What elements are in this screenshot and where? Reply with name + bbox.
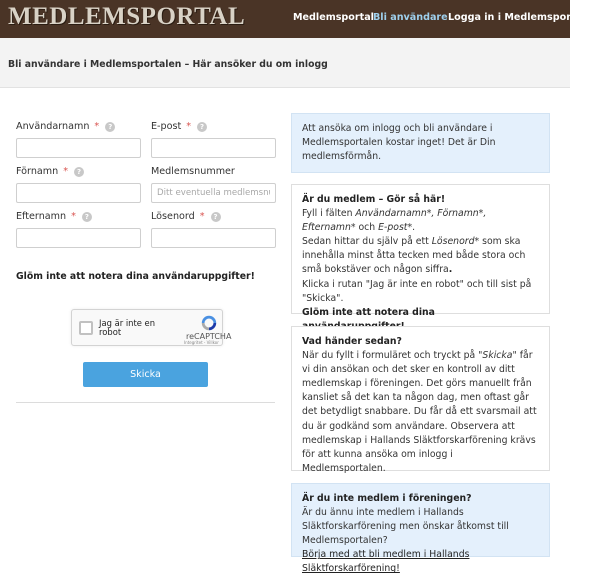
password-label bbox=[151, 211, 221, 222]
become-member-link[interactable]: Börja med att bli medlem i Hallands Släktforskarförening! bbox=[302, 549, 470, 575]
next-steps-title: Vad händer sedan? bbox=[302, 336, 402, 347]
site-logo[interactable]: MEDLEMSPORTAL bbox=[8, 3, 246, 30]
non-member-box bbox=[291, 483, 550, 575]
submit-button[interactable]: Skicka bbox=[83, 362, 208, 387]
required-marker: * bbox=[186, 121, 192, 132]
firstname-input[interactable] bbox=[16, 183, 141, 203]
page-title: Bli användare i Medlemsportalen – Här ansöker du om inlogg bbox=[8, 59, 328, 70]
nav-medlemsportal[interactable]: Medlemsportal bbox=[293, 12, 374, 23]
member-instructions-step-submit: Klicka i rutan "Jag är inte en robot" och till sist på "Skicka". bbox=[302, 278, 532, 304]
member-instructions-step-password: Sedan hittar du själv på ett Lösenord* som ska innehålla minst åtta tecken med både stora och små bokstäver och någon siffra. bbox=[302, 236, 526, 276]
nav-bli-anvandare[interactable]: Bli användare bbox=[373, 12, 448, 23]
memberno-label-text: Medlemsnummer bbox=[151, 166, 235, 177]
password-label-text: Lösenord bbox=[151, 211, 195, 222]
email-label-text: E-post bbox=[151, 121, 182, 132]
member-instructions-step-fields: Fyll i fälten Användarnamn*, Förnamn*, Efternamn* och E-post*. bbox=[302, 208, 487, 234]
memberno-input[interactable] bbox=[151, 183, 276, 203]
username-input[interactable] bbox=[16, 138, 141, 158]
email-input[interactable] bbox=[151, 138, 276, 158]
required-marker: * bbox=[199, 211, 205, 222]
non-member-text: Är du ännu inte medlem i Hallands Släktforskarförening men önskar åtkomst till Medlemsportalen? bbox=[302, 507, 509, 547]
intro-text: Att ansöka om inlogg och bli användare i Medlemsportalen kostar inget! Det är Din medlemsförmån. bbox=[302, 123, 496, 163]
firstname-label bbox=[16, 166, 84, 177]
help-icon[interactable]: ? bbox=[74, 167, 84, 177]
help-icon[interactable]: ? bbox=[82, 212, 92, 222]
recaptcha-brand: reCAPTCHA bbox=[186, 332, 232, 341]
lastname-label-text: Efternamn bbox=[16, 211, 67, 222]
password-input[interactable] bbox=[151, 228, 276, 248]
username-label-text: Användarnamn bbox=[16, 121, 90, 132]
recaptcha-logo-icon bbox=[200, 314, 218, 332]
lastname-input[interactable] bbox=[16, 228, 141, 248]
page-header bbox=[0, 38, 570, 88]
lastname-label bbox=[16, 211, 92, 222]
intro-box bbox=[291, 113, 550, 173]
recaptcha-label: Jag är inte en robot bbox=[99, 318, 156, 337]
next-steps-text: När du fyllt i formuläret och tryckt på "Skicka" får vi din ansökan och det sker en kontroll av ditt medlemskap i föreningen. Det görs manuellt från kansliet så det kan ta någon dag, men oftast går det betydligt snabbare. Du får då ett svarsmail att du är godkänd som användare. Observera att medlemskap i Hallands Släktforskarförening krävs för att kunna ansöka om inlogg i Medlemsportalen. bbox=[302, 350, 537, 474]
nav-logga-in[interactable]: Logga in i Medlemsportalen bbox=[448, 12, 599, 23]
required-marker: * bbox=[63, 166, 69, 177]
recaptcha-checkbox[interactable] bbox=[79, 321, 93, 335]
non-member-title: Är du inte medlem i föreningen? bbox=[302, 493, 472, 504]
recaptcha-widget bbox=[71, 309, 232, 346]
next-steps-box bbox=[291, 326, 550, 474]
memberno-label bbox=[151, 166, 235, 177]
form-divider bbox=[16, 402, 275, 403]
recaptcha-legal-links[interactable]: Integritet - Villkor bbox=[184, 340, 219, 345]
help-icon[interactable]: ? bbox=[105, 122, 115, 132]
top-navigation-bar bbox=[0, 0, 599, 38]
required-marker: * bbox=[94, 121, 100, 132]
member-instructions-box bbox=[291, 184, 550, 318]
member-instructions-reminder: Glöm inte att notera dina bbox=[302, 306, 435, 318]
email-label bbox=[151, 121, 207, 132]
member-instructions-title: Är du medlem – Gör så här! bbox=[302, 194, 446, 205]
help-icon[interactable]: ? bbox=[211, 212, 221, 222]
help-icon[interactable]: ? bbox=[197, 122, 207, 132]
firstname-label-text: Förnamn bbox=[16, 166, 59, 177]
username-label bbox=[16, 121, 115, 132]
reminder-text: Glöm inte att notera dina användaruppgifter! bbox=[16, 271, 255, 282]
required-marker: * bbox=[71, 211, 76, 222]
